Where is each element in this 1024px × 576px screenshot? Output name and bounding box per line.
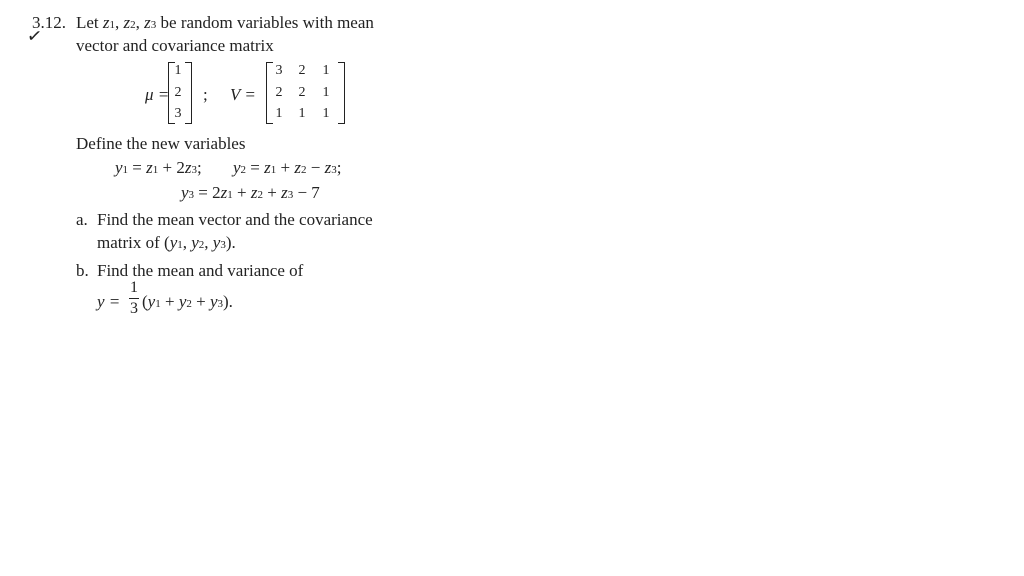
- part-a-line-2: matrix of (y1, y2, y3).: [97, 233, 236, 252]
- v-cell: 1: [298, 106, 306, 121]
- fraction-numerator: 1: [130, 279, 138, 296]
- equation-y3: y3 = 2z1 + z2 + z3 − 7: [181, 183, 320, 202]
- fraction-bar: [129, 298, 139, 299]
- mu-value: 1: [174, 63, 182, 78]
- equation-y1: y1 = z1 + 2z3;: [115, 158, 202, 177]
- v-cell: 1: [275, 106, 283, 121]
- v-label: V =: [230, 85, 256, 104]
- v-cell: 1: [322, 85, 330, 100]
- mu-value: 3: [174, 106, 182, 121]
- part-b-expression: (y1 + y2 + y3).: [142, 292, 233, 311]
- part-a-line-1: Find the mean vector and the covariance: [97, 210, 373, 229]
- v-cell: 2: [298, 85, 306, 100]
- part-b-label: b.: [76, 261, 89, 280]
- check-mark-icon: ✓: [25, 25, 44, 47]
- v-cell: 1: [322, 106, 330, 121]
- v-cell: 1: [322, 63, 330, 78]
- mu-value: 2: [174, 85, 182, 100]
- semicolon: ;: [203, 85, 208, 104]
- v-cell: 2: [275, 85, 283, 100]
- v-cell: 2: [298, 63, 306, 78]
- part-b-line-1: Find the mean and variance of: [97, 261, 304, 280]
- equation-y2: y2 = z1 + z2 − z3;: [233, 158, 342, 177]
- v-cell: 3: [275, 63, 283, 78]
- problem-number: 3.12.: [32, 13, 66, 32]
- mu-right-bracket: [185, 62, 192, 124]
- mu-label: μ =: [145, 85, 170, 104]
- part-a-label: a.: [76, 210, 88, 229]
- problem-line-1-rendered: Let z1, z2, z3 be random variables with mean: [76, 13, 374, 32]
- part-b-y-label: y =: [97, 292, 121, 311]
- problem-line-2: vector and covariance matrix: [76, 36, 274, 55]
- v-right-bracket: [338, 62, 345, 124]
- fraction-denominator: 3: [130, 300, 138, 317]
- define-text: Define the new variables: [76, 134, 246, 153]
